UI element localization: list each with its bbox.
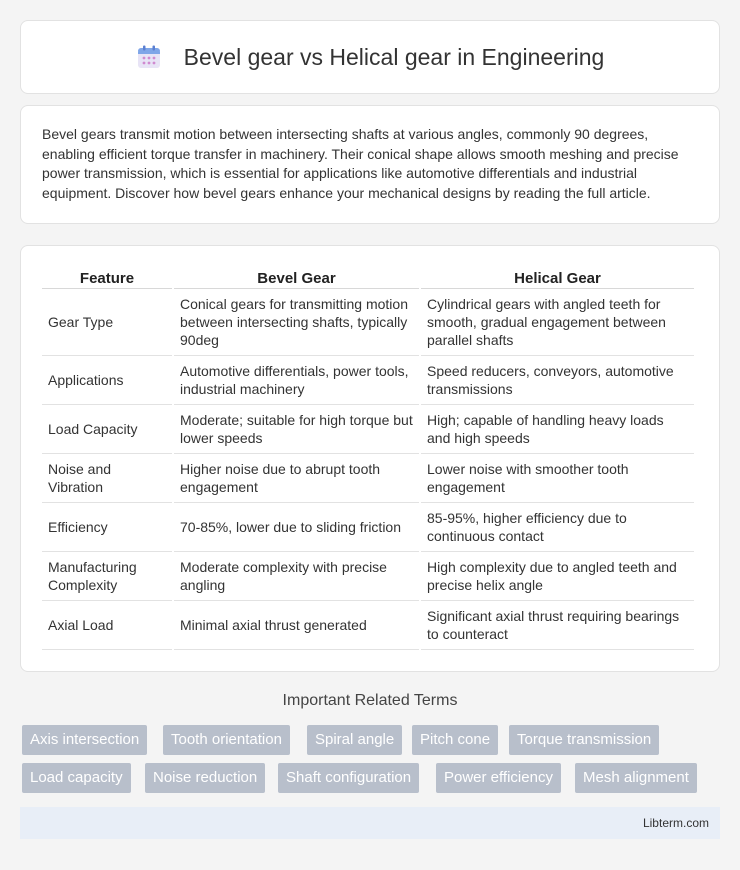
header-card	[20, 20, 720, 94]
intro-card	[20, 105, 720, 224]
intro-text: Bevel gears transmit motion between intersecting shafts at various angles, commonly 90 degrees, enabling efficient torque transfer in machinery. Their conical shape allows smooth meshing and precise power transmission, which is essential for applications like automotive differentials and industrial equipment. Discover how bevel gears enhance your mechanical designs by reading the full article.	[42, 126, 679, 201]
tag-shaft-configuration[interactable]: Shaft configuration	[278, 763, 419, 793]
feature-cell: Applications	[42, 356, 172, 405]
tag-mesh-alignment[interactable]: Mesh alignment	[575, 763, 697, 793]
table-row	[42, 405, 694, 454]
related-terms-title: Important Related Terms	[282, 692, 458, 709]
tag-torque-transmission[interactable]: Torque transmission	[509, 725, 659, 755]
tag-noise-reduction[interactable]: Noise reduction	[145, 763, 265, 793]
table-row	[42, 454, 694, 503]
helical-cell: Lower noise with smoother tooth engagement	[421, 454, 694, 503]
bevel-cell: Higher noise due to abrupt tooth engagement	[174, 454, 419, 503]
comparison-card	[20, 245, 720, 672]
table-row	[42, 356, 694, 405]
table-row	[42, 503, 694, 552]
table-row	[42, 289, 694, 356]
tag-tooth-orientation[interactable]: Tooth orientation	[163, 725, 290, 755]
bevel-cell: 70-85%, lower due to sliding friction	[174, 503, 419, 552]
feature-cell: Load Capacity	[42, 405, 172, 454]
feature-cell: Noise and Vibration	[42, 454, 172, 503]
helical-cell: Speed reducers, conveyors, automotive transmissions	[421, 356, 694, 405]
feature-cell: Efficiency	[42, 503, 172, 552]
footer	[20, 807, 720, 839]
helical-cell: Cylindrical gears with angled teeth for smooth, gradual engagement between parallel shafts	[421, 289, 694, 356]
tag-axis-intersection[interactable]: Axis intersection	[22, 725, 147, 755]
comparison-table	[40, 265, 696, 650]
feature-cell: Gear Type	[42, 289, 172, 356]
helical-cell: High; capable of handling heavy loads and high speeds	[421, 405, 694, 454]
helical-cell: Significant axial thrust requiring bearings to counteract	[421, 601, 694, 650]
page-title: Bevel gear vs Helical gear in Engineering	[183, 43, 605, 70]
bevel-cell: Moderate complexity with precise angling	[174, 552, 419, 601]
tag-power-efficiency[interactable]: Power efficiency	[436, 763, 561, 793]
footer-link[interactable]: Libterm.com	[642, 816, 709, 830]
bevel-cell: Conical gears for transmitting motion between intersecting shafts, typically 90deg	[174, 289, 419, 356]
tag-pitch-cone[interactable]: Pitch cone	[412, 725, 498, 755]
header-bevel-gear: Bevel Gear	[174, 265, 419, 289]
table-row	[42, 552, 694, 601]
tag-load-capacity[interactable]: Load capacity	[22, 763, 131, 793]
header-feature: Feature	[42, 265, 172, 289]
helical-cell: High complexity due to angled teeth and precise helix angle	[421, 552, 694, 601]
bevel-cell: Moderate; suitable for high torque but lower speeds	[174, 405, 419, 454]
table-header-row	[42, 265, 694, 289]
header-helical-gear: Helical Gear	[421, 265, 694, 289]
bevel-cell: Automotive differentials, power tools, industrial machinery	[174, 356, 419, 405]
tag-spiral-angle[interactable]: Spiral angle	[307, 725, 402, 755]
feature-cell: Axial Load	[42, 601, 172, 650]
bevel-cell: Minimal axial thrust generated	[174, 601, 419, 650]
calendar-icon	[136, 44, 162, 70]
table-row	[42, 601, 694, 650]
feature-cell: Manufacturing Complexity	[42, 552, 172, 601]
helical-cell: 85-95%, higher efficiency due to continuous contact	[421, 503, 694, 552]
